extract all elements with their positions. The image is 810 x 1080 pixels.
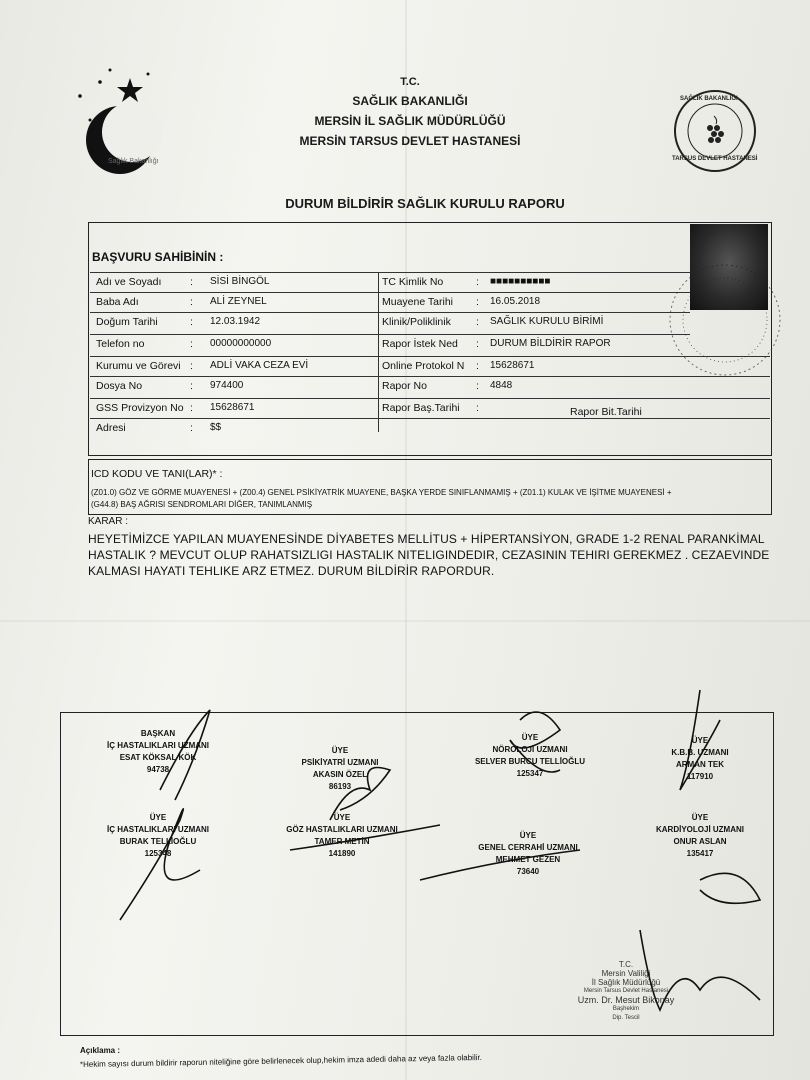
row-colon-right: :: [476, 380, 479, 392]
row-colon: :: [190, 360, 193, 372]
applicant-section-title: BAŞVURU SAHİBİNİN :: [92, 250, 224, 264]
stamp-line-4: Mersin Tarsus Devlet Hastanesi: [583, 988, 669, 994]
signature-code: 117910: [686, 772, 714, 781]
stamp-line-1: T.C.: [618, 960, 634, 969]
row-label: GSS Provizyon No: [96, 402, 184, 414]
row-value: 12.03.1942: [210, 316, 261, 327]
signature-title: GENEL CERRAHİ UZMANI: [478, 843, 578, 852]
row-value-right: 4848: [490, 380, 513, 391]
karar-label: KARAR :: [88, 516, 129, 527]
row-value: $$: [210, 422, 222, 433]
row-value: 15628671: [210, 402, 255, 413]
footer-note: *Hekim sayısı durum bildirir raporun niteliğine göre belirlenecek olup,hekim imza adedi daha az veya fazla olabilir.: [79, 1052, 483, 1069]
row-value-right: DURUM BİLDİRİR RAPOR: [490, 338, 611, 349]
row-value: 00000000000: [210, 338, 272, 349]
row-colon: :: [190, 402, 193, 414]
row-value-right: 16.05.2018: [490, 296, 541, 307]
row-value-right: 15628671: [490, 360, 535, 371]
signature-title: PSİKİYATRİ UZMANI: [301, 758, 379, 767]
signature-role: ÜYE: [691, 813, 709, 822]
signature-code: 141890: [328, 849, 356, 858]
signature-title: NÖROLOJİ UZMANI: [492, 745, 568, 754]
signature-role: ÜYE: [521, 733, 539, 742]
signature-code: 86193: [328, 782, 352, 791]
row-colon: :: [190, 296, 193, 308]
stamp-line-6: Başhekim: [612, 1006, 640, 1012]
decision-line-3: KALMASI HAYATI TEHLIKE ARZ ETMEZ. DURUM BİLDİRİR RAPORDUR.: [88, 564, 495, 578]
row-colon: :: [190, 380, 193, 392]
decision-line-2: HASTALIK ? MEVCUT OLUP RAHATSIZLIGI HASTALIK NITELIGINDEDIR, CEZASININ TEHIRI GEREKMEZ . CEZAEVINDE: [88, 548, 770, 562]
signature-name: MEHMET GEZEN: [495, 855, 561, 864]
row-label: Dosya No: [96, 380, 143, 392]
row-label-right: Rapor Baş.Tarihi: [382, 402, 460, 414]
row-colon-right: :: [476, 296, 479, 308]
row-label-right: Klinik/Poliklinik: [382, 316, 451, 328]
signature-name: BURAK TELLİOĞLU: [119, 837, 197, 846]
icd-label: ICD KODU VE TANI(LAR)* :: [91, 468, 223, 480]
signature-title: İÇ HASTALIKLARI UZMANI: [106, 741, 210, 750]
stamp-line-5: Uzm. Dr. Mesut Bikonay: [577, 995, 675, 1005]
signature-code: 125347: [516, 769, 544, 778]
row-label: Adı ve Soyadı: [96, 276, 162, 288]
signature-title: K.B.B. UZMANI: [671, 748, 729, 757]
row-value: 974400: [210, 380, 244, 391]
row-colon-right: :: [476, 360, 479, 372]
seal-text-bottom: TARSUS DEVLET HASTANESİ: [672, 156, 758, 162]
row-label: Adresi: [96, 422, 126, 434]
row-value-right: SAĞLIK KURULU BİRİMİ: [490, 316, 604, 327]
signature-name: AKASIN ÖZEL: [312, 770, 368, 779]
row-value: SİSİ BİNGÖL: [210, 276, 270, 287]
row-label-right: Online Protokol N: [382, 360, 465, 372]
row-colon: :: [190, 422, 193, 434]
report-title: DURUM BİLDİRİR SAĞLIK KURULU RAPORU: [285, 196, 565, 211]
icd-line-1: (Z01.0) GÖZ VE GÖRME MUAYENESİ + (Z00.4) GENEL PSİKİYATRİK MUAYENE, BAŞKA YERDE SINIFLANMAMIŞ + (Z01.1) KULAK VE İŞİTME MUAYENESİ +: [91, 488, 672, 497]
header-line-3: MERSİN İL SAĞLIK MÜDÜRLÜĞÜ: [314, 114, 506, 128]
dotted-photo-stamp: [670, 265, 780, 375]
row-colon: :: [190, 338, 193, 350]
row-label-right: TC Kimlik No: [382, 276, 444, 288]
signature-title: İÇ HASTALIKLARI UZMANI: [106, 825, 210, 834]
row-value: ALİ ZEYNEL: [210, 296, 267, 307]
report-end-date-label: Rapor Bit.Tarihi: [570, 406, 642, 418]
signature-code: 135417: [686, 849, 714, 858]
row-colon: :: [190, 276, 193, 288]
row-label: Telefon no: [96, 338, 145, 350]
signature-name: ARMAN TEK: [676, 760, 724, 769]
signature-code: 94738: [146, 765, 170, 774]
icd-line-2: (G44.8) BAŞ AĞRISI SENDROMLARI DİĞER, TANIMLANMIŞ: [91, 500, 313, 509]
signature-title: GÖZ HASTALIKLARI UZMANI: [286, 825, 398, 834]
stamp-line-7: Dip. Tescil: [612, 1015, 640, 1021]
signature-code: 73640: [516, 867, 540, 876]
row-label-right: Rapor İstek Ned: [382, 338, 458, 350]
decision-line-1: HEYETİMİZCE YAPILAN MUAYENESİNDE DİYABETES MELLİTUS + HİPERTANSİYON, GRADE 1-2 RENAL PARANKİMAL: [88, 532, 765, 546]
row-value-right: ■■■■■■■■■■: [490, 276, 551, 287]
stamp-line-2: Mersin Valiliği: [601, 969, 651, 978]
signature-role: ÜYE: [519, 831, 537, 840]
left-logo-caption: Sağlık Bakanlığı: [108, 158, 159, 165]
row-label: Doğum Tarihi: [96, 316, 158, 328]
signature-scribbles: [120, 690, 760, 1010]
signature-code: 125348: [144, 849, 172, 858]
header-line-1: T.C.: [400, 76, 420, 88]
signature-role: ÜYE: [691, 736, 709, 745]
row-value: ADLİ VAKA CEZA EVİ: [210, 360, 309, 371]
signature-role: ÜYE: [149, 813, 167, 822]
signature-name: ONUR ASLAN: [673, 837, 727, 846]
signature-name: TAMER METİN: [314, 837, 370, 846]
stamp-line-3: İl Sağlık Müdürlüğü: [591, 978, 661, 987]
row-colon-right: :: [476, 402, 479, 414]
signature-title: KARDİYOLOJİ UZMANI: [656, 825, 744, 834]
header-line-2: SAĞLIK BAKANLIĞI: [352, 94, 468, 108]
row-label-right: Rapor No: [382, 380, 427, 392]
row-colon-right: :: [476, 338, 479, 350]
row-colon-right: :: [476, 316, 479, 328]
signature-name: ESAT KÖKSAL KÖK: [119, 753, 197, 762]
row-label: Baba Adı: [96, 296, 139, 308]
seal-text-top: SAĞLIK BAKANLIĞI: [680, 96, 738, 102]
row-colon: :: [190, 316, 193, 328]
footer-label: Açıklama :: [80, 1046, 121, 1055]
row-label: Kurumu ve Görevi: [96, 360, 181, 372]
signature-role: ÜYE: [331, 746, 349, 755]
signature-name: SELVER BURCU TELLİOĞLU: [474, 757, 586, 766]
signature-role: ÜYE: [333, 813, 351, 822]
row-colon-right: :: [476, 276, 479, 288]
signature-role: BAŞKAN: [140, 729, 176, 738]
header-line-4: MERSİN TARSUS DEVLET HASTANESİ: [299, 134, 521, 148]
row-label-right: Muayene Tarihi: [382, 296, 454, 308]
